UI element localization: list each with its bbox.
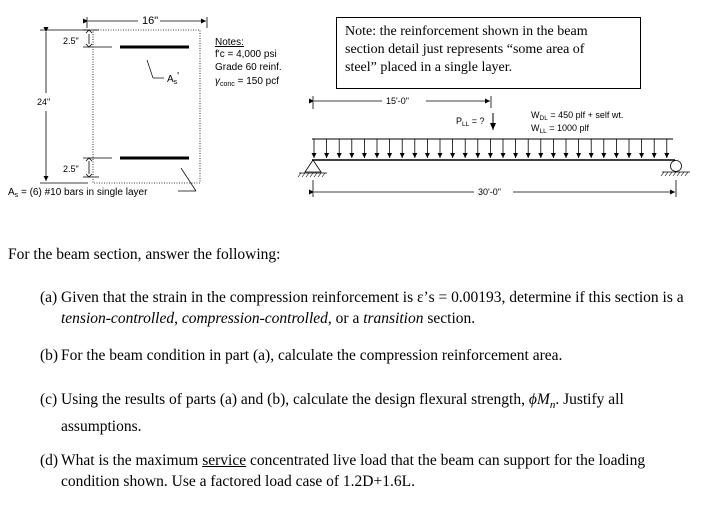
part-d-text: What is the maximum service concentrated live load that the beam can support for the loading condition shown. Use a factored load case of 1.2D+1.6L.: [61, 452, 646, 490]
part-b-text: For the beam condition in part (a), calculate the compression reinforcement area.: [61, 347, 563, 364]
reinforcement-note-box: [336, 17, 641, 89]
note-line-1: Note: the reinforcement shown in the beam: [345, 24, 588, 39]
part-a-label: (a): [40, 289, 58, 306]
section-width-label: 16": [142, 15, 159, 27]
notes-gamma: $\gamma_{conc} = 150$ pcf: [215, 76, 279, 88]
material-notes: [215, 37, 282, 88]
beam-elevation: [298, 96, 690, 197]
part-a-text: Given that the strain in the compression reinforcement is ε’s = 0.00193, determine if this section is a tension-controlled, compression-controlled, or a transition section.: [61, 289, 684, 327]
point-live-load-label: $P_{LL}$ = ?: [456, 116, 485, 128]
comp-steel-label: $A_s'$: [167, 71, 180, 86]
span-label: 30'-0": [478, 187, 501, 197]
part-c-label: (c): [40, 391, 58, 408]
roller-support: [661, 161, 690, 177]
section-outline: [93, 30, 200, 183]
live-load-label: $W_{LL} = 1000$ plf: [531, 123, 590, 135]
question-part-c: [40, 389, 705, 437]
part-b-label: (b): [40, 347, 59, 364]
bottom-cover-label: 2.5": [63, 164, 79, 174]
question-part-b: [40, 345, 705, 366]
notes-title: Notes:: [215, 37, 244, 48]
note-line-2: section detail just represents “some area of: [345, 42, 585, 57]
beam-cross-section: [8, 15, 207, 199]
part-c-text: Using the results of parts (a) and (b), calculate the design flexural strength, $\phi M_n$. Justify all assumptions.: [61, 391, 624, 436]
pin-support: [298, 160, 327, 177]
question-intro: For the beam section, answer the following:: [8, 246, 281, 263]
notes-grade: Grade 60 reinf.: [215, 62, 282, 73]
dead-load-label: $W_{DL} = 450$ plf + self wt.: [531, 110, 624, 122]
note-line-3: steel” placed in a single layer.: [345, 60, 513, 75]
notes-fc: f'c = 4,000 psi: [215, 49, 277, 60]
section-height-label: 24": [37, 97, 51, 107]
distributed-load-arrows: [314, 139, 667, 158]
question-part-a: [40, 287, 705, 329]
tension-steel-label: $A_s = (6)$ #10 bars in single layer: [8, 187, 148, 199]
part-d-label: (d): [40, 452, 59, 469]
half-span-label: 15'-0": [386, 96, 409, 106]
question-part-d: [40, 450, 705, 492]
top-cover-label: 2.5": [63, 36, 79, 46]
